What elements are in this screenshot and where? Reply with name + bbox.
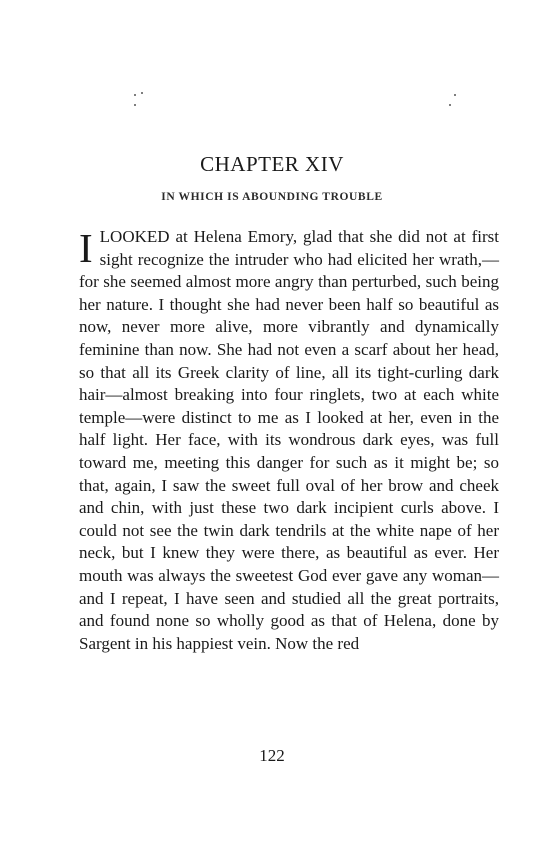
speck (134, 104, 136, 106)
print-specks (0, 92, 544, 112)
chapter-subtitle: IN WHICH IS ABOUNDING TROUBLE (161, 191, 383, 203)
speck (454, 94, 456, 96)
body-paragraph (79, 226, 499, 655)
speck (141, 92, 143, 94)
paragraph-text: LOOKED at Helena Emory, glad that she did not at first sight recognize the intruder who had elicited her wrath,—for she seemed almost more angry than perturbed, such being her nature. I thought she had never been half so beautiful as now, never more alive, more vibrantly and dynamically feminine than now. She had not even a scarf about her head, so that all its Greek clarity of line, all its tight-curling dark hair—almost breaking into four ringlets, two at each white temple—were distinct to me as I looked at her, even in the half light. Her face, with its wondrous dark eyes, was full toward me, meeting this danger for such as it might be; so that, again, I saw the sweet full oval of her brow and cheek and chin, with just these two dark incipient curls above. I could not see the twin dark tendrils at the white nape of her neck, but I knew they were there, as beautiful as ever. Her mouth was always the sweetest God ever gave any woman—and I repeat, I have seen and studied all the great portraits, and found none so wholly good as that of Helena, done by Sargent in his happiest vein. Now the red (79, 227, 499, 653)
page-number: 122 (259, 746, 285, 765)
chapter-title: CHAPTER XIV (200, 152, 344, 176)
drop-cap: I (79, 225, 93, 271)
speck (449, 104, 451, 106)
speck (134, 94, 136, 96)
